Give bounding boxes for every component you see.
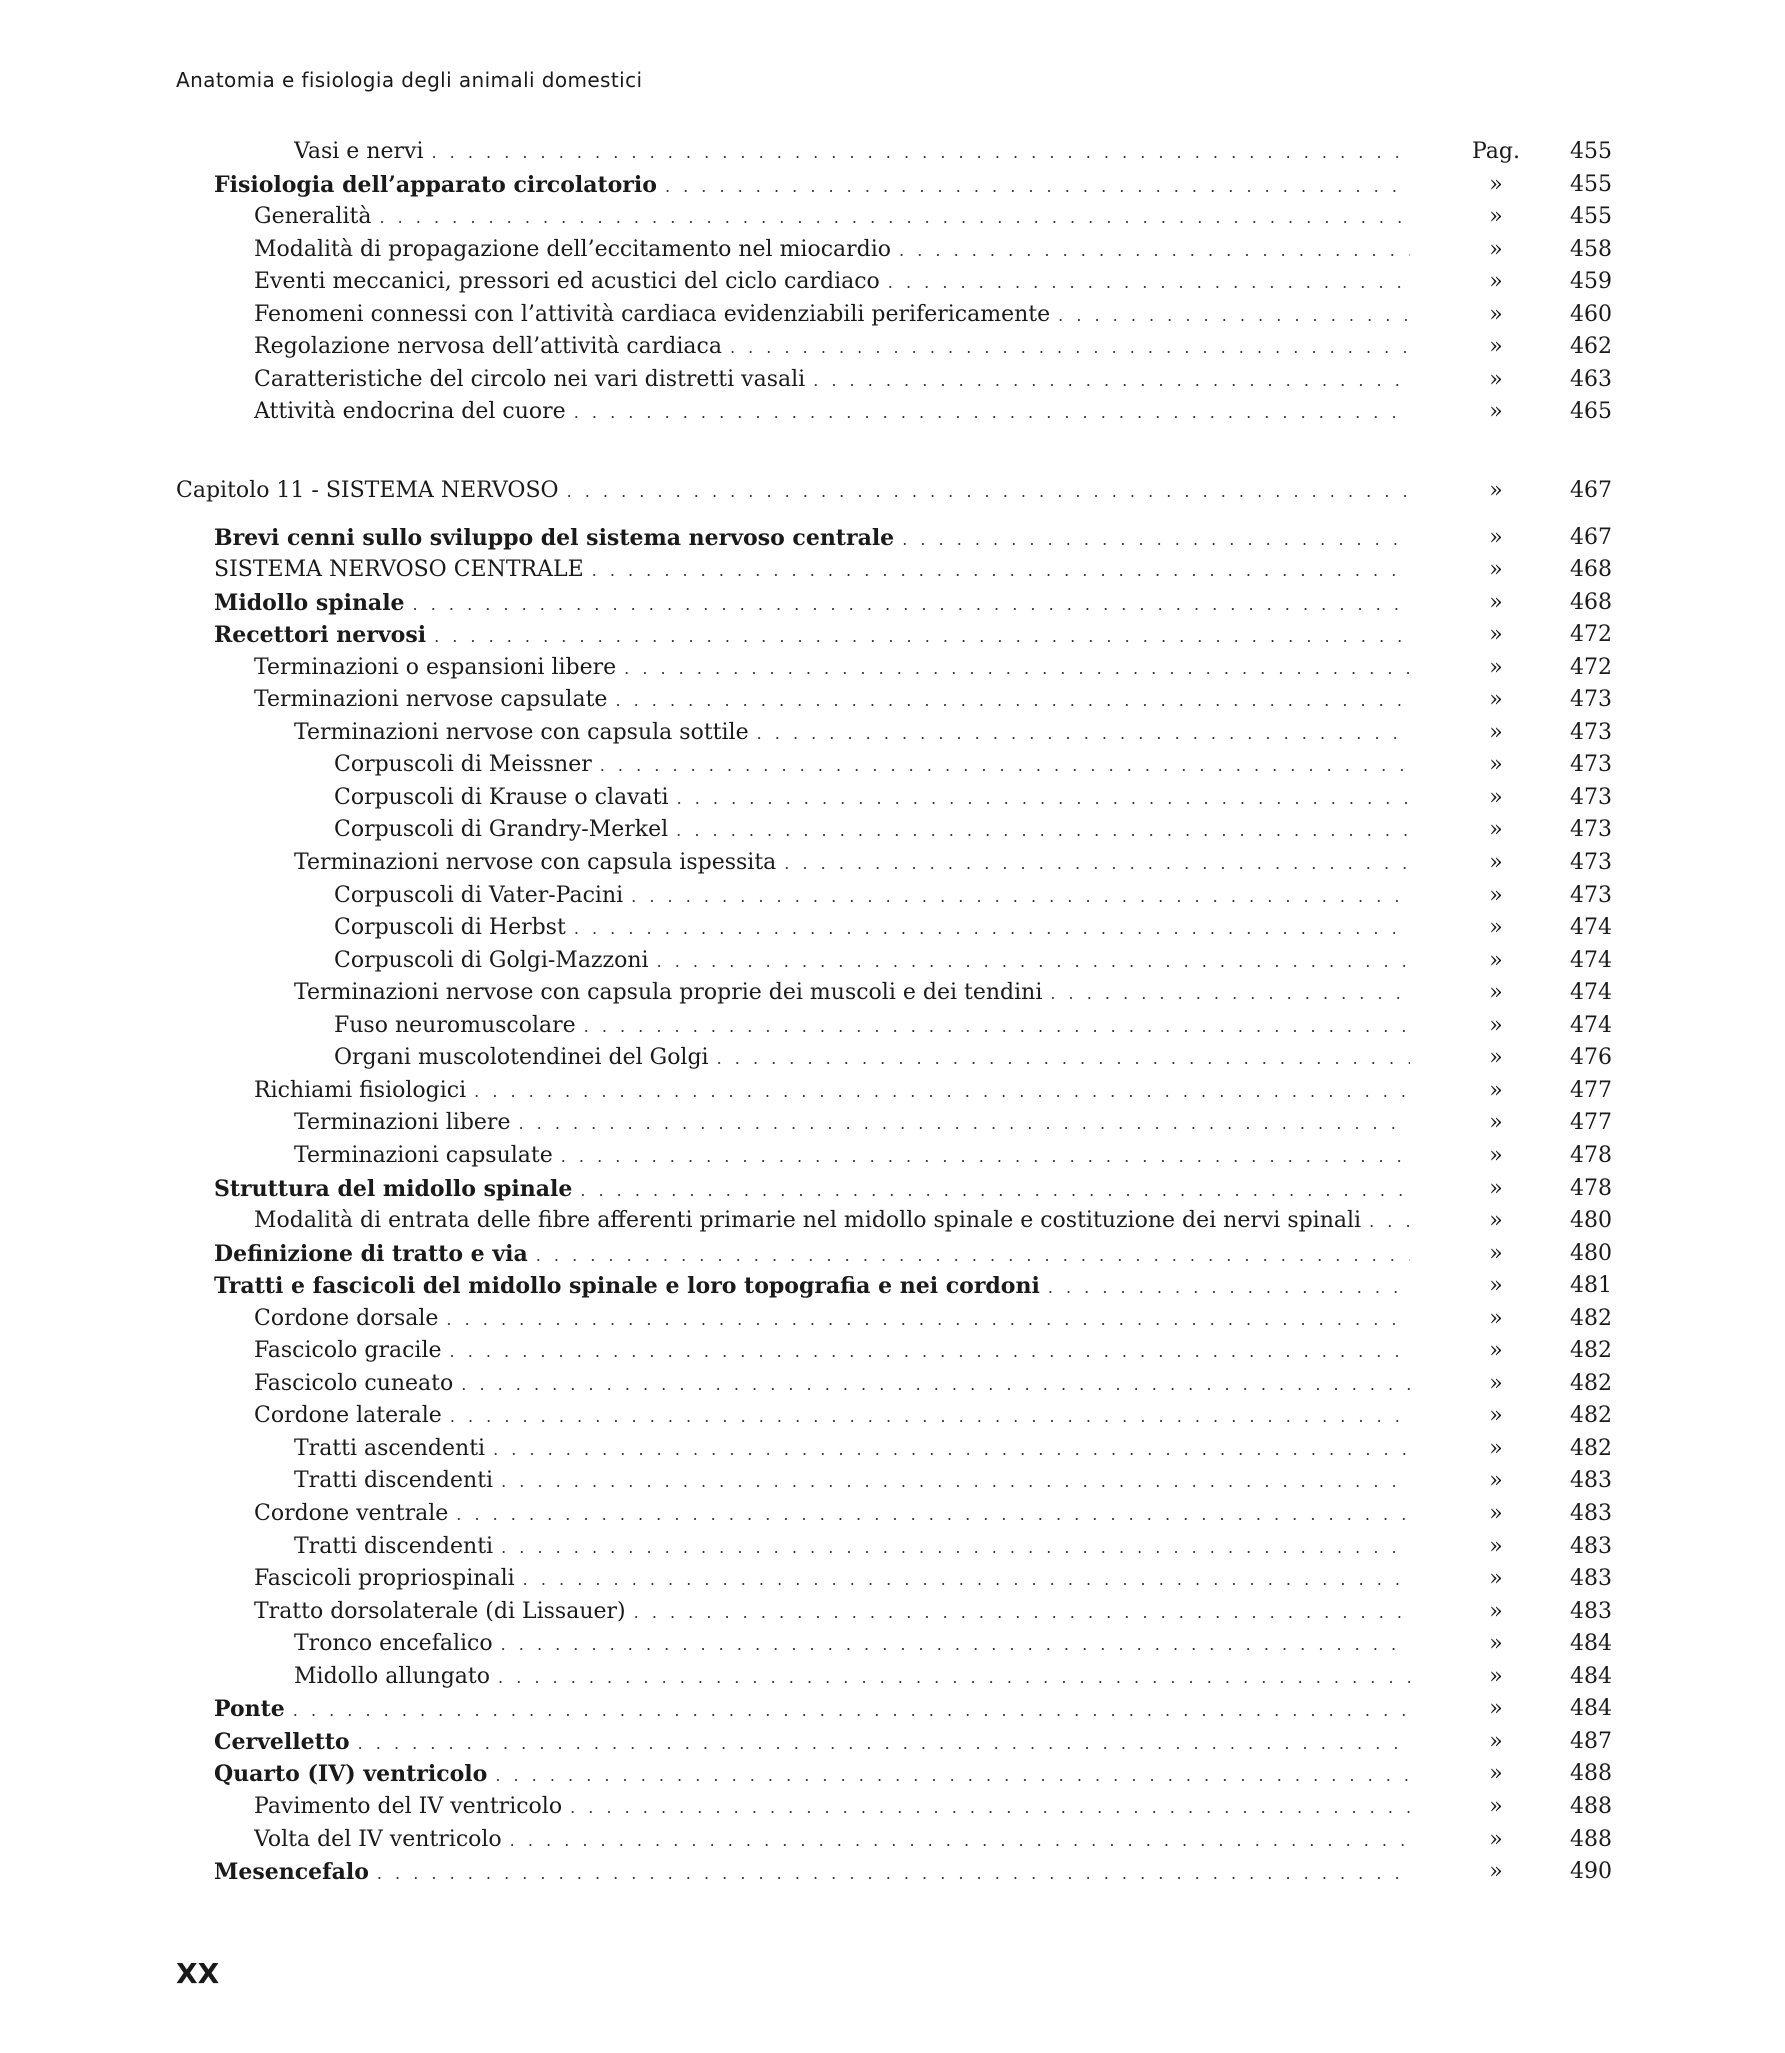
toc-entry-title: Richiami fisiologici (254, 1075, 474, 1107)
toc-entry-page-prefix: » (1489, 1468, 1503, 1494)
toc-entry-page-prefix: » (1489, 1240, 1503, 1266)
toc-entry-page-prefix: » (1489, 915, 1503, 941)
toc-entry-page-prefix: » (1489, 1793, 1503, 1819)
toc-entry-page-number: 483 (1570, 1598, 1612, 1624)
toc-entry-title: Terminazioni nervose con capsula ispessita (294, 847, 784, 879)
toc-leader-dots (379, 202, 1410, 234)
toc-entry (0, 1368, 1785, 1400)
toc-entry (0, 880, 1785, 912)
toc-leader-dots (784, 848, 1410, 880)
toc-entry-title: Fuso neuromuscolare (334, 1010, 584, 1042)
toc-entry-page-number: 484 (1570, 1663, 1612, 1689)
toc-entry-title: Corpuscoli di Vater-Pacini (334, 880, 631, 912)
toc-leader-dots (377, 1858, 1410, 1890)
toc-entry-page-prefix: » (1489, 1696, 1503, 1722)
toc-entry-page-prefix: » (1489, 1142, 1503, 1168)
toc-entry-page-number: 474 (1570, 915, 1612, 941)
toc-entry (0, 1205, 1785, 1237)
toc-entry-page-prefix: » (1489, 1663, 1503, 1689)
toc-entry-title: Terminazioni libere (294, 1107, 518, 1139)
toc-entry (0, 1824, 1785, 1856)
toc-entry-page-number: 480 (1570, 1240, 1612, 1266)
toc-entry-page-number: 484 (1570, 1696, 1612, 1722)
toc-entry-page-number: 490 (1570, 1859, 1612, 1885)
toc-entry-page-prefix: » (1489, 1175, 1503, 1201)
toc-entry-title: Mesencefalo (214, 1856, 377, 1888)
toc-entry-page-prefix: » (1489, 1305, 1503, 1331)
toc-leader-dots (495, 1760, 1410, 1792)
toc-entry-title: Caratteristiche del circolo nei vari distretti vasali (254, 364, 813, 396)
toc-entry-page-prefix: » (1489, 817, 1503, 843)
toc-entry-page-prefix: » (1489, 557, 1503, 583)
toc-entry-page-number: 468 (1570, 589, 1612, 615)
toc-entry-page-number: 482 (1570, 1338, 1612, 1364)
toc-entry-title: Cordone laterale (254, 1400, 450, 1432)
toc-leader-dots (413, 589, 1410, 621)
toc-entry-page-prefix: » (1489, 1208, 1503, 1234)
toc-entry-page-number: 467 (1570, 477, 1612, 503)
toc-entry-title: Tronco encefalico (294, 1628, 501, 1660)
toc-entry-page-prefix: » (1489, 1110, 1503, 1136)
toc-entry (0, 331, 1785, 363)
toc-entry-title: Organi muscolotendinei del Golgi (334, 1042, 717, 1074)
toc-entry (0, 945, 1785, 977)
toc-leader-dots (624, 653, 1410, 685)
toc-entry-page-prefix: » (1489, 752, 1503, 778)
toc-entry-title: Terminazioni nervose capsulate (254, 684, 615, 716)
toc-entry-page-prefix: » (1489, 784, 1503, 810)
toc-entry-page-prefix: Pag. (1471, 139, 1520, 164)
toc-leader-dots (574, 913, 1410, 945)
toc-entry-page-number: 480 (1570, 1208, 1612, 1234)
toc-leader-dots (902, 524, 1410, 556)
toc-leader-dots (574, 397, 1410, 429)
toc-entry (0, 169, 1785, 201)
toc-entry-page-prefix: » (1489, 1598, 1503, 1624)
toc-entry-title: Modalità di propagazione dell’eccitamento nel miocardio (254, 234, 899, 266)
toc-entry-page-prefix: » (1489, 524, 1503, 550)
toc-entry-page-prefix: » (1489, 1566, 1503, 1592)
toc-leader-dots (567, 476, 1410, 508)
toc-entry-page-prefix: » (1489, 622, 1503, 648)
toc-leader-dots (1050, 978, 1410, 1010)
toc-entry-page-prefix: » (1489, 1826, 1503, 1852)
toc-entry-title: Terminazioni capsulate (294, 1140, 561, 1172)
toc-entry-page-number: 474 (1570, 947, 1612, 973)
toc-entry-title: Tratti discendenti (294, 1465, 501, 1497)
toc-entry-page-number: 488 (1570, 1761, 1612, 1787)
toc-entry-page-number: 483 (1570, 1533, 1612, 1559)
toc-entry-title: Regolazione nervosa dell’attività cardiaca (254, 331, 730, 363)
toc-leader-dots (665, 171, 1410, 203)
toc-entry-page-number: 477 (1570, 1077, 1612, 1103)
toc-entry-page-number: 483 (1570, 1566, 1612, 1592)
toc-leader-dots (757, 718, 1410, 750)
toc-entry (0, 1042, 1785, 1074)
toc-entry (0, 1400, 1785, 1432)
toc-leader-dots (600, 750, 1410, 782)
toc-entry-page-number: 476 (1570, 1045, 1612, 1071)
toc-entry-title: Terminazioni nervose con capsula proprie dei muscoli e dei tendini (294, 977, 1050, 1009)
toc-entry-title: Terminazioni o espansioni libere (254, 652, 624, 684)
toc-entry-title: Capitolo 11 - SISTEMA NERVOSO (176, 475, 567, 507)
toc-entry-page-number: 468 (1570, 557, 1612, 583)
toc-entry-page-number: 487 (1570, 1728, 1612, 1754)
toc-entry-page-number: 482 (1570, 1403, 1612, 1429)
toc-leader-dots (570, 1792, 1410, 1824)
toc-entry (0, 136, 1785, 168)
toc-entry (0, 749, 1785, 781)
toc-entry-page-number: 474 (1570, 980, 1612, 1006)
toc-entry-title: Fascicolo gracile (254, 1335, 450, 1367)
toc-entry-page-prefix: » (1489, 589, 1503, 615)
toc-entry (0, 1531, 1785, 1563)
toc-leader-dots (510, 1825, 1410, 1857)
toc-entry-page-number: 484 (1570, 1631, 1612, 1657)
toc-entry-page-number: 473 (1570, 719, 1612, 745)
toc-entry (0, 1140, 1785, 1172)
toc-entry-title: Brevi cenni sullo sviluppo del sistema nervoso centrale (214, 522, 902, 554)
toc-entry (0, 1856, 1785, 1888)
toc-entry (0, 1433, 1785, 1465)
toc-entry (0, 619, 1785, 651)
toc-entry-page-number: 472 (1570, 622, 1612, 648)
toc-entry-title: Tratti discendenti (294, 1531, 501, 1563)
toc-entry-page-number: 474 (1570, 1012, 1612, 1038)
toc-entry (0, 1270, 1785, 1302)
toc-entry (0, 1173, 1785, 1205)
toc-leader-dots (434, 621, 1410, 653)
toc-entry-title: Corpuscoli di Krause o clavati (334, 782, 677, 814)
toc-entry (0, 1791, 1785, 1823)
toc-entry-title: Tratti e fascicoli del midollo spinale e loro topografia e nei cordoni (214, 1270, 1048, 1302)
toc-entry-title: Vasi e nervi (294, 136, 432, 168)
toc-entry-title: Midollo spinale (214, 587, 413, 619)
toc-entry-page-prefix: » (1489, 1012, 1503, 1038)
toc-entry-title: Volta del IV ventricolo (254, 1824, 510, 1856)
toc-entry-page-number: 482 (1570, 1305, 1612, 1331)
toc-leader-dots (592, 555, 1410, 587)
toc-leader-dots (580, 1175, 1410, 1207)
toc-entry-title: Cordone dorsale (254, 1303, 446, 1335)
toc-entry (0, 554, 1785, 586)
toc-entry-page-number: 455 (1570, 171, 1612, 197)
toc-entry (0, 1693, 1785, 1725)
toc-entry-title: Generalità (254, 201, 379, 233)
toc-chapter-row (0, 475, 1785, 507)
toc-entry-title: Corpuscoli di Grandry-Merkel (334, 814, 676, 846)
toc-entry-title: Attività endocrina del cuore (254, 396, 574, 428)
toc-entry-page-number: 472 (1570, 654, 1612, 680)
toc-entry-page-prefix: » (1489, 947, 1503, 973)
toc-entry (0, 1563, 1785, 1595)
toc-entry (0, 912, 1785, 944)
toc-leader-dots (899, 235, 1410, 267)
toc-entry-page-prefix: » (1489, 477, 1503, 503)
toc-entry-title: Corpuscoli di Herbst (334, 912, 574, 944)
toc-entry-title: Struttura del midollo spinale (214, 1173, 580, 1205)
toc-entry (0, 1303, 1785, 1335)
toc-entry (0, 1107, 1785, 1139)
toc-entry (0, 684, 1785, 716)
toc-leader-dots (358, 1728, 1410, 1760)
toc-leader-dots (474, 1076, 1410, 1108)
toc-entry-page-prefix: » (1489, 1077, 1503, 1103)
toc-entry-page-prefix: » (1489, 1533, 1503, 1559)
toc-leader-dots (293, 1695, 1410, 1727)
toc-entry (0, 977, 1785, 1009)
toc-entry-page-prefix: » (1489, 719, 1503, 745)
toc-entry-page-prefix: » (1489, 1403, 1503, 1429)
toc-entry (0, 717, 1785, 749)
toc-entry-page-number: 462 (1570, 334, 1612, 360)
toc-entry (0, 234, 1785, 266)
toc-entry-page-prefix: » (1489, 1501, 1503, 1526)
toc-entry-title: Midollo allungato (294, 1661, 498, 1693)
toc-leader-dots (1048, 1272, 1410, 1304)
toc-entry-page-number: 459 (1570, 269, 1612, 295)
toc-entry-page-number: 483 (1570, 1501, 1612, 1526)
toc-entry-page-number: 483 (1570, 1468, 1612, 1494)
toc-leader-dots (1369, 1206, 1410, 1238)
toc-leader-dots (615, 685, 1410, 717)
toc-entry-title: Cervelletto (214, 1726, 358, 1758)
toc-leader-dots (518, 1108, 1410, 1140)
toc-entry-page-prefix: » (1489, 882, 1503, 908)
toc-entry (0, 782, 1785, 814)
toc-entry (0, 522, 1785, 554)
toc-entry (0, 201, 1785, 233)
toc-leader-dots (501, 1629, 1410, 1661)
toc-leader-dots (450, 1401, 1410, 1433)
toc-entry-title: Tratto dorsolaterale (di Lissauer) (254, 1596, 634, 1628)
toc-entry-page-prefix: » (1489, 334, 1503, 360)
toc-entry (0, 1010, 1785, 1042)
toc-leader-dots (501, 1532, 1410, 1564)
toc-entry-title: Corpuscoli di Meissner (334, 749, 600, 781)
toc-entry-page-number: 477 (1570, 1110, 1612, 1136)
toc-entry (0, 847, 1785, 879)
toc-entry-page-number: 473 (1570, 850, 1612, 875)
toc-entry-page-number: 482 (1570, 1370, 1612, 1396)
toc-entry-page-prefix: » (1489, 1761, 1503, 1787)
toc-entry-title: Cordone ventrale (254, 1498, 456, 1530)
toc-entry (0, 1335, 1785, 1367)
toc-entry-page-number: 488 (1570, 1826, 1612, 1852)
toc-entry-page-number: 473 (1570, 817, 1612, 843)
toc-entry-page-number: 473 (1570, 687, 1612, 713)
toc-entry-page-number: 467 (1570, 524, 1612, 550)
toc-leader-dots (717, 1043, 1410, 1075)
running-head: Anatomia e fisiologia degli animali domestici (176, 68, 643, 92)
toc-entry (0, 1726, 1785, 1758)
toc-entry-page-number: 463 (1570, 366, 1612, 392)
toc-entry-title: Terminazioni nervose con capsula sottile (294, 717, 757, 749)
toc-leader-dots (1058, 300, 1410, 332)
toc-leader-dots (676, 815, 1410, 847)
toc-entry-page-number: 455 (1570, 204, 1612, 230)
toc-entry-page-number: 473 (1570, 784, 1612, 810)
toc-leader-dots (888, 267, 1410, 299)
toc-entry-page-prefix: » (1489, 269, 1503, 295)
toc-entry-page-number: 460 (1570, 301, 1612, 327)
toc-entry-page-number: 478 (1570, 1175, 1612, 1201)
toc-entry-title: Tratti ascendenti (294, 1433, 493, 1465)
toc-entry (0, 1758, 1785, 1790)
toc-leader-dots (631, 881, 1410, 913)
page-number: XX (176, 1957, 220, 1990)
toc-entry-title: Ponte (214, 1693, 293, 1725)
toc-entry-page-number: 465 (1570, 399, 1612, 425)
toc-entry (0, 1596, 1785, 1628)
toc-entry-page-prefix: » (1489, 850, 1503, 875)
toc-entry-page-number: 481 (1570, 1273, 1612, 1299)
toc-entry (0, 364, 1785, 396)
toc-entry-title: Modalità di entrata delle fibre afferenti primarie nel midollo spinale e costituzione dei nervi spinali (254, 1205, 1369, 1237)
toc-leader-dots (634, 1597, 1410, 1629)
toc-entry-title: Quarto (IV) ventricolo (214, 1758, 495, 1790)
toc-entry-page-prefix: » (1489, 1045, 1503, 1071)
toc-entry-page-prefix: » (1489, 980, 1503, 1006)
toc-entry-title: Fenomeni connessi con l’attività cardiaca evidenziabili perifericamente (254, 299, 1058, 331)
toc-entry (0, 396, 1785, 428)
toc-entry-page-prefix: » (1489, 204, 1503, 230)
toc-leader-dots (461, 1369, 1410, 1401)
toc-leader-dots (432, 137, 1411, 169)
toc-entry-page-prefix: » (1489, 236, 1503, 262)
toc-leader-dots (501, 1466, 1410, 1498)
toc-entry-title: Fascicoli propriospinali (254, 1563, 523, 1595)
toc-entry-title: Recettori nervosi (214, 619, 434, 651)
toc-entry-page-prefix: » (1489, 1435, 1503, 1461)
toc-entry-page-number: 473 (1570, 752, 1612, 778)
toc-leader-dots (446, 1304, 1410, 1336)
toc-leader-dots (813, 365, 1410, 397)
toc-entry (0, 1465, 1785, 1497)
toc-entry (0, 587, 1785, 619)
toc-entry-page-number: 488 (1570, 1793, 1612, 1819)
toc-entry (0, 1628, 1785, 1660)
toc-entry-page-prefix: » (1489, 1338, 1503, 1364)
toc-leader-dots (523, 1564, 1410, 1596)
toc-entry (0, 814, 1785, 846)
toc-leader-dots (657, 946, 1410, 978)
toc-entry-page-prefix: » (1489, 654, 1503, 680)
toc-entry-page-prefix: » (1489, 1728, 1503, 1754)
toc-entry (0, 266, 1785, 298)
toc-entry-page-number: 478 (1570, 1142, 1612, 1168)
toc-entry-title: Eventi meccanici, pressori ed acustici del ciclo cardiaco (254, 266, 888, 298)
toc-entry (0, 1238, 1785, 1270)
toc-entry-title: Fisiologia dell’apparato circolatorio (214, 169, 665, 201)
toc-entry-page-number: 482 (1570, 1435, 1612, 1461)
toc-entry-page-prefix: » (1489, 366, 1503, 392)
toc-entry-page-prefix: » (1489, 301, 1503, 327)
toc-entry (0, 652, 1785, 684)
toc-entry-page-prefix: » (1489, 171, 1503, 197)
toc-entry (0, 1498, 1785, 1530)
toc-entry (0, 1661, 1785, 1693)
toc-leader-dots (730, 332, 1410, 364)
toc-entry (0, 299, 1785, 331)
toc-entry-page-number: 458 (1570, 236, 1612, 262)
toc-leader-dots (584, 1011, 1410, 1043)
toc-entry-page-number: 455 (1570, 139, 1612, 164)
toc-entry-title: Fascicolo cuneato (254, 1368, 461, 1400)
toc-leader-dots (493, 1434, 1410, 1466)
toc-entry-page-prefix: » (1489, 1859, 1503, 1885)
toc-leader-dots (536, 1240, 1410, 1272)
toc-entry-title: Corpuscoli di Golgi-Mazzoni (334, 945, 657, 977)
toc-leader-dots (450, 1336, 1410, 1368)
toc-entry-page-prefix: » (1489, 1273, 1503, 1299)
toc-leader-dots (561, 1141, 1410, 1173)
toc-entry-title: SISTEMA NERVOSO CENTRALE (214, 554, 592, 586)
toc-entry-title: Definizione di tratto e via (214, 1238, 536, 1270)
toc-leader-dots (456, 1499, 1410, 1531)
toc-entry-page-number: 473 (1570, 882, 1612, 908)
toc-entry (0, 1075, 1785, 1107)
toc-leader-dots (498, 1662, 1410, 1694)
toc-entry-page-prefix: » (1489, 687, 1503, 713)
toc-entry-page-prefix: » (1489, 1370, 1503, 1396)
toc-entry-page-prefix: » (1489, 399, 1503, 425)
toc-entry-page-prefix: » (1489, 1631, 1503, 1657)
toc-entry-title: Pavimento del IV ventricolo (254, 1791, 570, 1823)
toc-leader-dots (677, 783, 1410, 815)
